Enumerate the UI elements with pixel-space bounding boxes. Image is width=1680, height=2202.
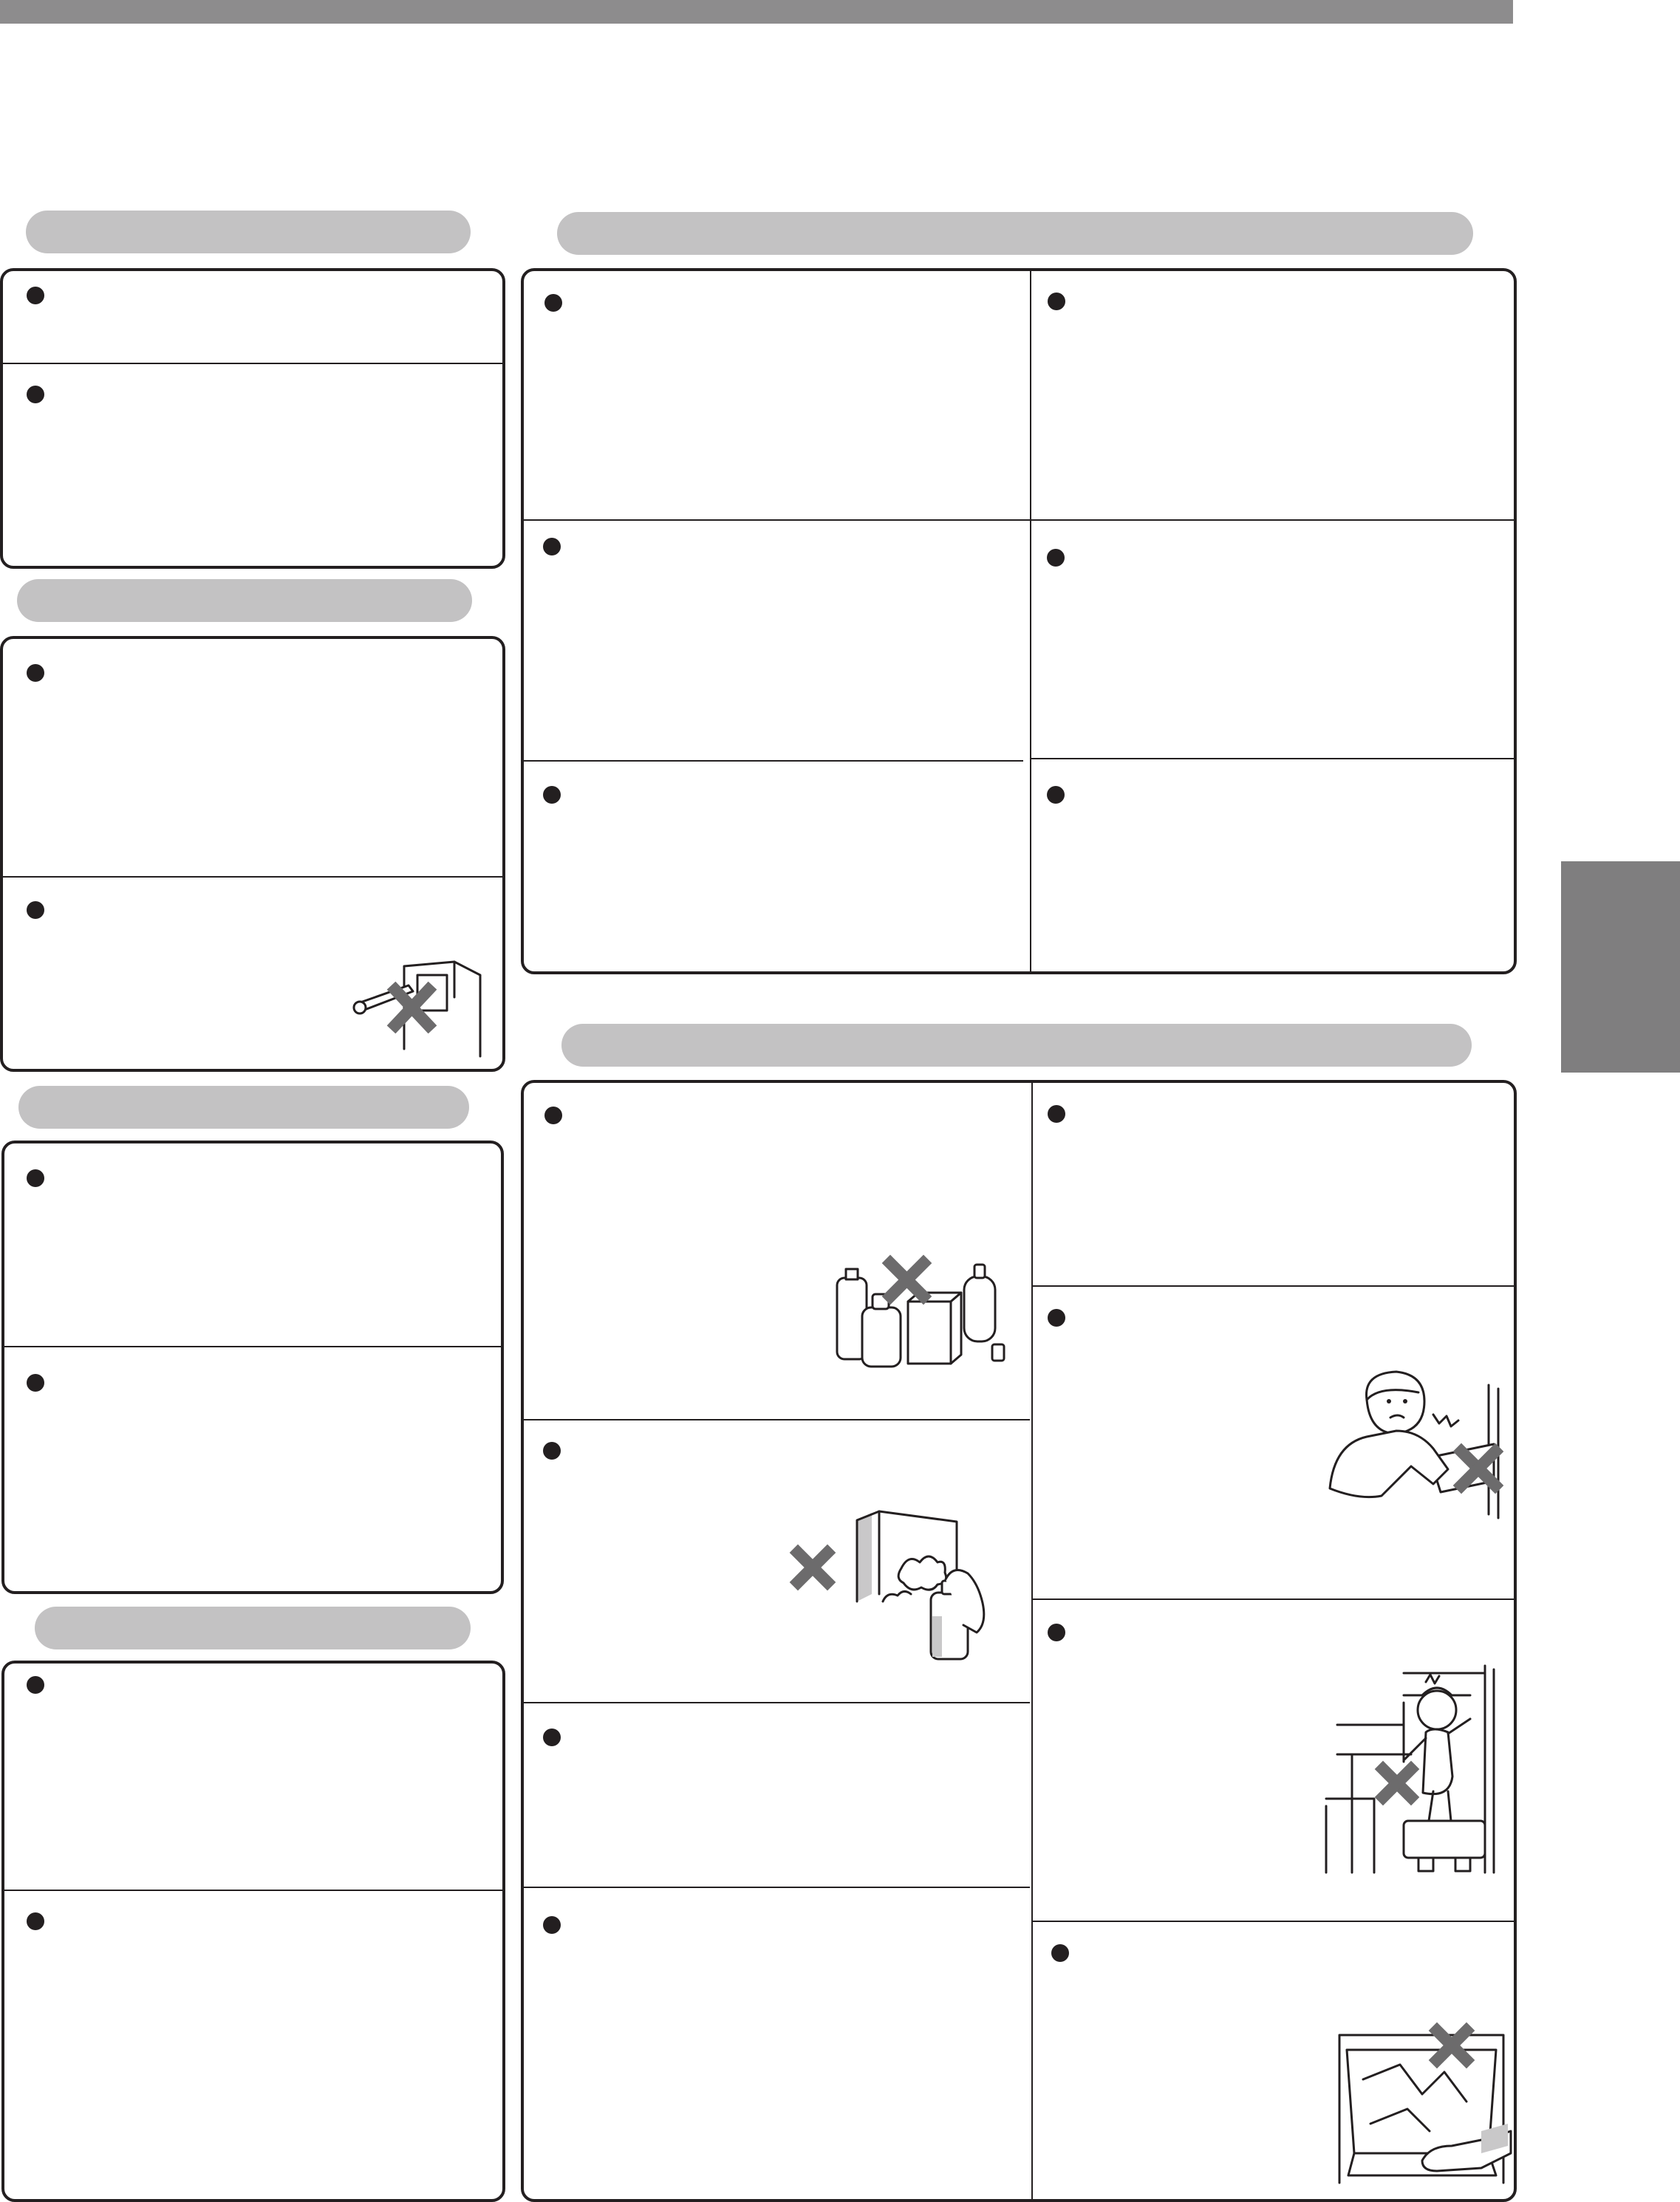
item-divider — [4, 1346, 501, 1347]
item-divider — [524, 1419, 1030, 1420]
bullet-icon — [27, 1169, 44, 1187]
section-header-pill — [17, 579, 472, 622]
section-header-pill — [26, 211, 471, 253]
section-box — [1, 1661, 505, 2202]
bullet-icon — [27, 664, 44, 682]
bullet-icon — [543, 786, 561, 804]
bullet-icon — [544, 294, 562, 312]
item-divider — [1033, 1598, 1514, 1600]
section-header-pill — [561, 1024, 1472, 1067]
flammable-containers-illustration — [831, 1256, 1008, 1374]
section-box — [1, 1141, 504, 1594]
item-divider — [1031, 758, 1514, 759]
bullet-icon — [27, 1676, 44, 1694]
spray-refrigerator-illustration — [791, 1505, 1005, 1668]
bullet-icon — [27, 1912, 44, 1930]
thermometer-appliance-illustration — [351, 953, 484, 1056]
section-header-pill — [557, 212, 1473, 255]
item-divider — [524, 1702, 1030, 1703]
top-header-bar — [0, 0, 1513, 24]
item-divider — [524, 1887, 1030, 1888]
chapter-side-tab — [1561, 861, 1680, 1073]
section-header-pill — [18, 1086, 469, 1129]
item-divider — [3, 363, 502, 364]
bullet-icon — [543, 538, 561, 555]
section-box — [521, 268, 1517, 974]
bullet-icon — [1051, 1944, 1069, 1962]
section-header-pill — [35, 1607, 471, 1649]
bullet-icon — [543, 1729, 561, 1746]
bullet-icon — [1047, 549, 1065, 567]
bullet-icon — [1048, 293, 1065, 310]
column-divider — [1031, 1083, 1033, 2202]
hand-freezer-drawer-illustration — [1334, 2020, 1515, 2190]
bullet-icon — [27, 386, 44, 403]
item-divider — [1033, 1921, 1514, 1922]
bullet-icon — [1048, 1309, 1065, 1327]
item-divider — [524, 519, 1514, 521]
bullet-icon — [1047, 786, 1065, 804]
item-divider — [524, 760, 1023, 762]
bullet-icon — [27, 1374, 44, 1392]
bullet-icon — [27, 901, 44, 919]
hand-caught-drawer-illustration — [1322, 1370, 1515, 1525]
child-climbing-illustration — [1322, 1651, 1515, 1873]
bullet-icon — [544, 1107, 562, 1124]
item-divider — [1033, 1285, 1514, 1287]
section-box — [0, 268, 505, 569]
bullet-icon — [543, 1442, 561, 1460]
bullet-icon — [1048, 1624, 1065, 1641]
column-divider — [1030, 271, 1031, 971]
item-divider — [3, 876, 502, 878]
bullet-icon — [27, 287, 44, 304]
bullet-icon — [1048, 1105, 1065, 1123]
item-divider — [4, 1890, 502, 1891]
bullet-icon — [543, 1916, 561, 1934]
